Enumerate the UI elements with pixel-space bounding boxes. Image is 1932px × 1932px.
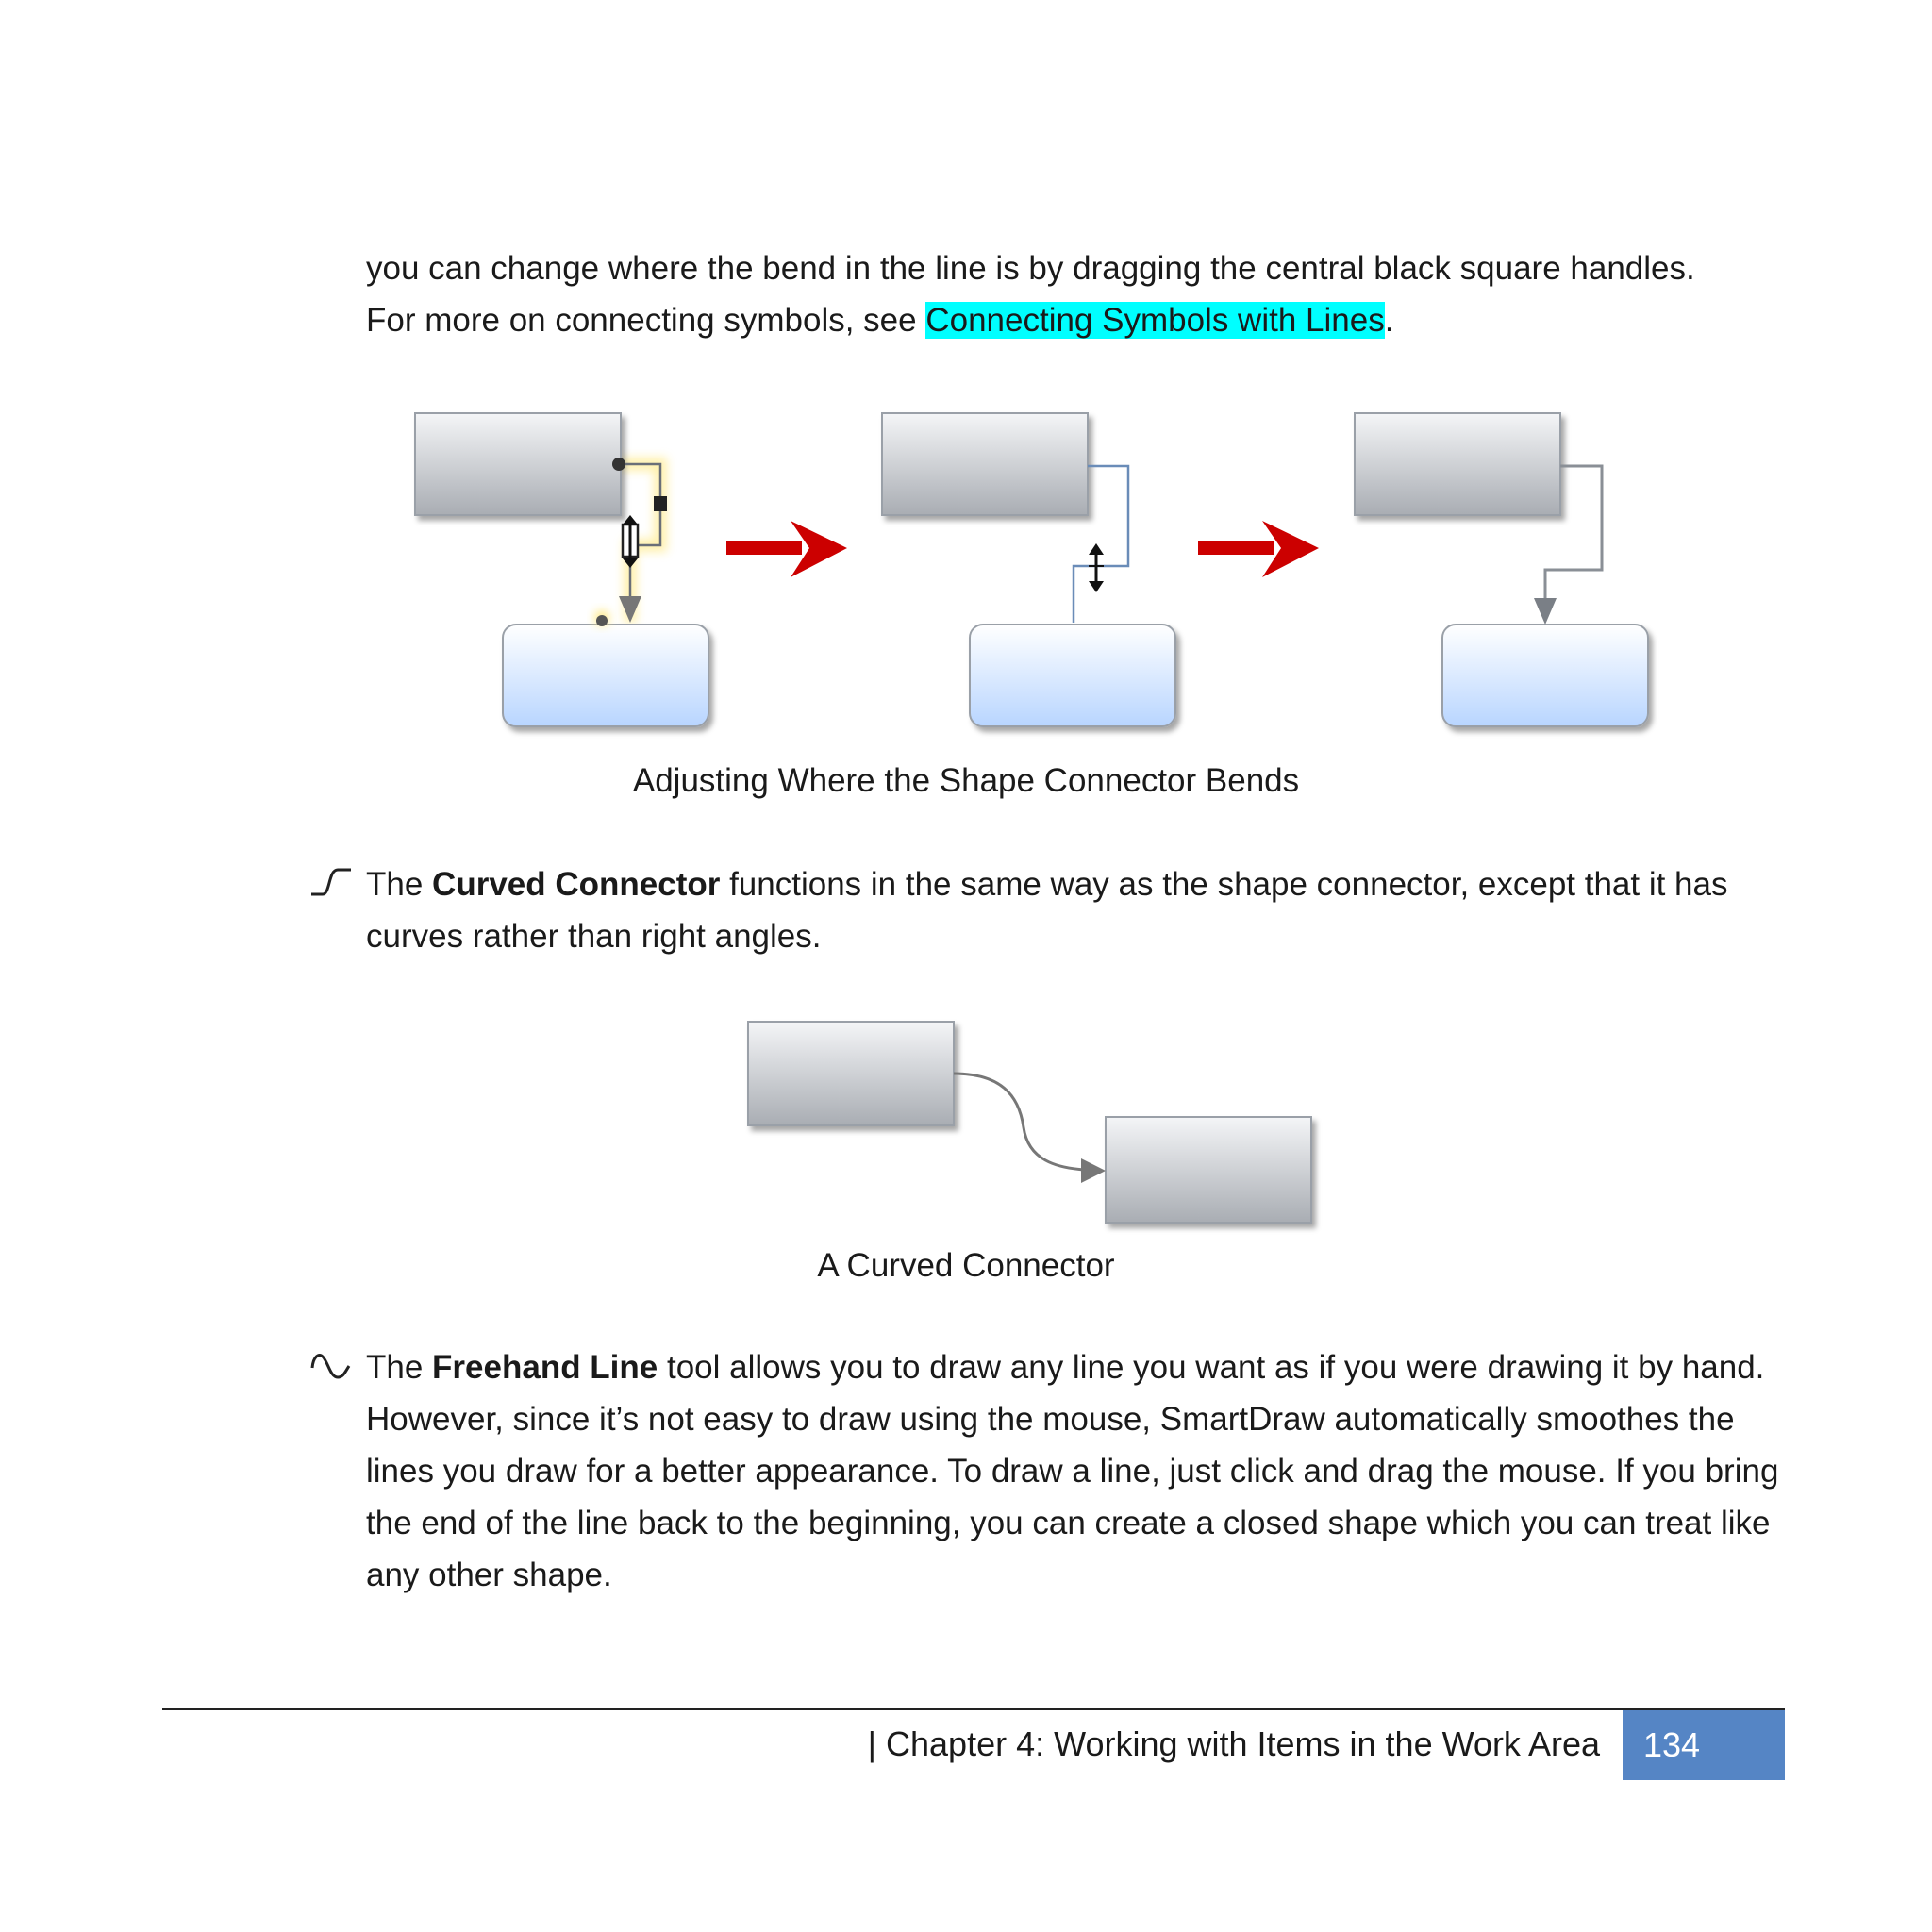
gray-box-target — [1106, 1117, 1311, 1223]
freehand-rest-text: tool allows you to draw any line you want as if you were drawing it by hand. However, since it’s not easy to draw using the mouse, SmartDraw automatically smoothes the lines you draw for a better appearance. To draw a line, just click and drag the mouse. If you bring the end of the line back to the beginning, you can create a closed shape which you can treat like any other shape. — [366, 1349, 1779, 1593]
intro-line-1: you can change where the bend in the line is by dragging the central black square handles. — [366, 250, 1695, 287]
freehand-lead-text: The — [366, 1349, 433, 1386]
footer-rule — [162, 1708, 1785, 1710]
figure-2-caption: A Curved Connector — [817, 1247, 1115, 1284]
curved-connector-term: Curved Connector — [432, 866, 721, 903]
figure-1-caption: Adjusting Where the Shape Connector Bends — [632, 762, 1300, 799]
curved-lead-text: The — [366, 866, 433, 903]
gray-box-source — [748, 1022, 954, 1125]
page-number-badge: 134 — [1623, 1710, 1785, 1780]
freehand-line-icon — [309, 1349, 353, 1383]
curved-rest-text: functions in the same way as the shape connector, except that it has curves rather than right angles. — [366, 866, 1728, 955]
freehand-line-term: Freehand Line — [432, 1349, 658, 1386]
connecting-symbols-link[interactable]: Connecting Symbols with Lines — [925, 302, 1385, 339]
footer-chapter-title: | Chapter 4: Working with Items in the Work Area — [867, 1724, 1600, 1763]
intro-line-2-prefix: For more on connecting symbols, see — [366, 302, 926, 339]
freehand-line-paragraph — [366, 1341, 1800, 1601]
intro-line-2-suffix: . — [1384, 302, 1394, 339]
